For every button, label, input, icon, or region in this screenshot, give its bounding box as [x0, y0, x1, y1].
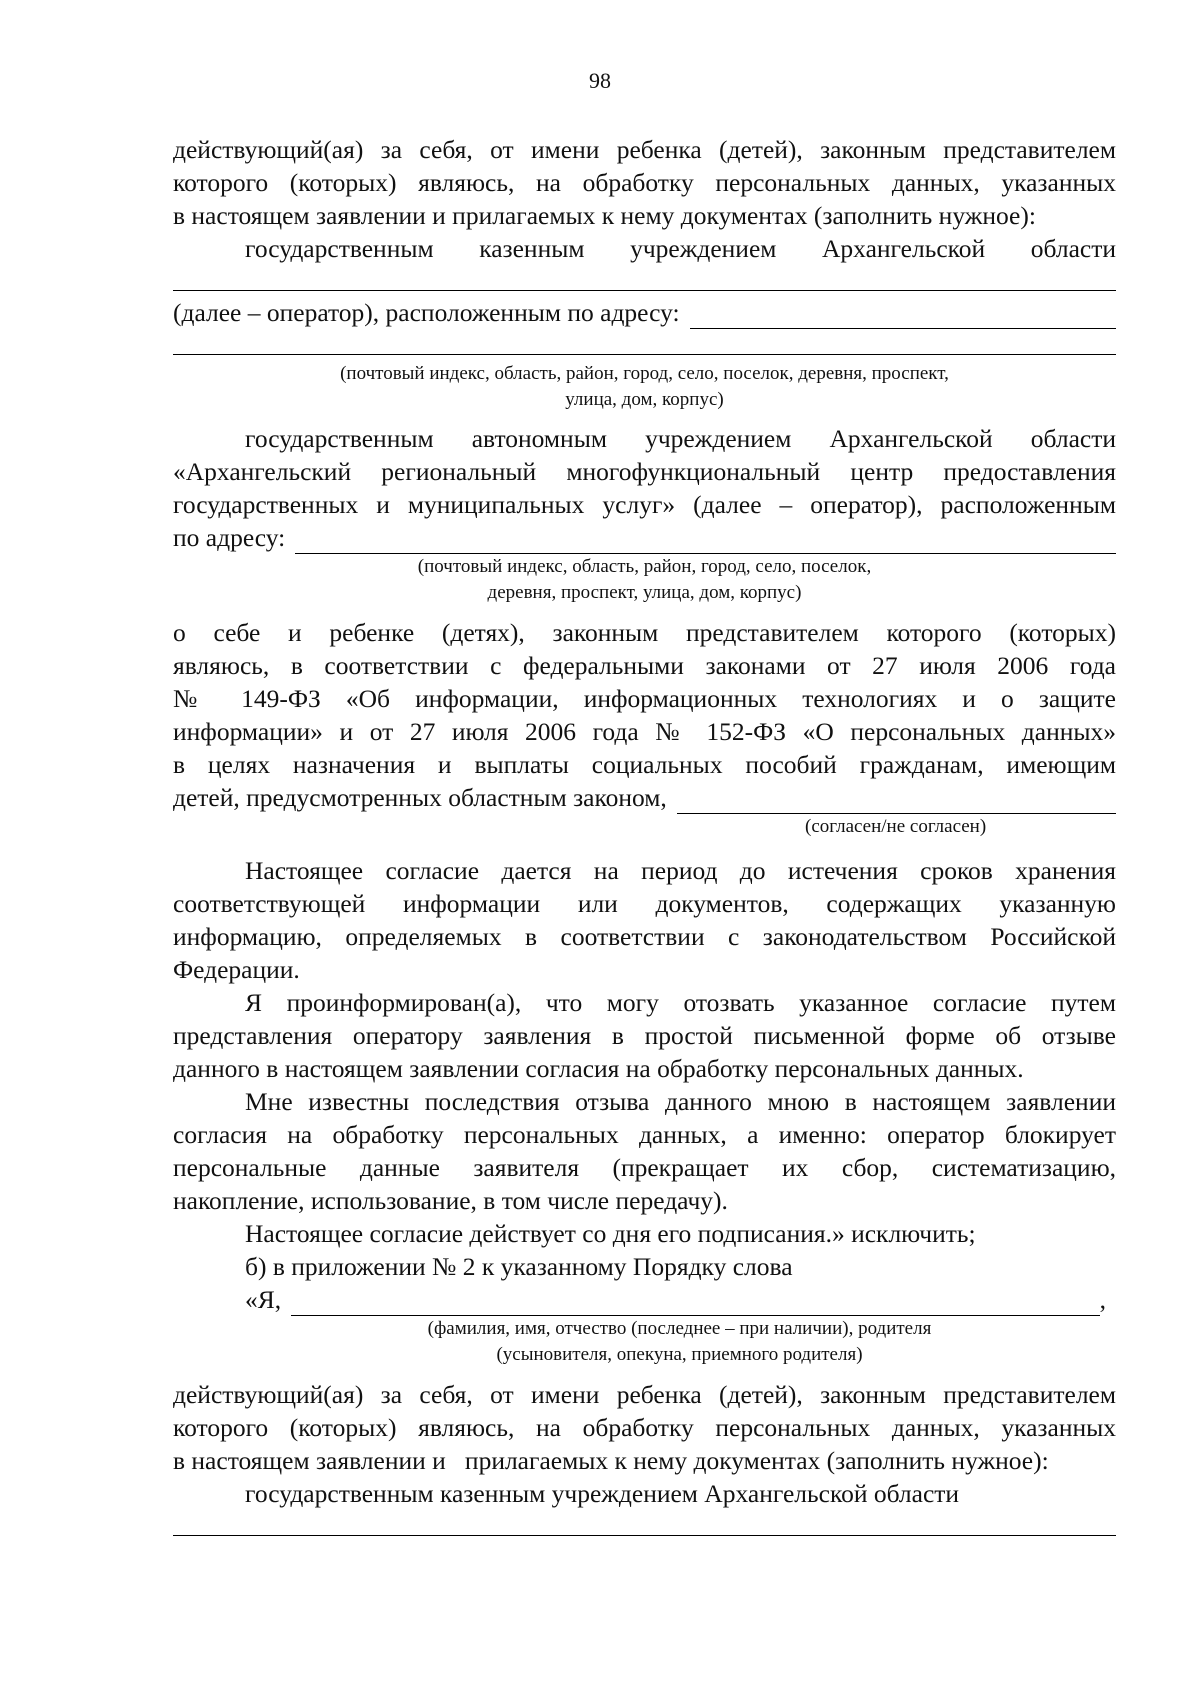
text-line: согласия на обработку персональных данных, а именно: оператор блокирует	[173, 1120, 1116, 1149]
field-hint: (согласен/не согласен)	[805, 816, 987, 837]
text-line: государственным автономным учреждением Архангельской области	[245, 424, 1116, 453]
mfc-address-row	[173, 521, 1116, 554]
field-hint: (усыновителя, опекуна, приемного родителя)	[496, 1344, 863, 1365]
document-body	[173, 133, 1116, 1536]
text-line: государственным казенным учреждением Архангельской области	[245, 1479, 960, 1508]
field-hint: деревня, проспект, улица, дом, корпус)	[487, 582, 802, 603]
text-line: действующий(ая) за себя, от имени ребенка (детей), законным представителем	[173, 1380, 1116, 1409]
operator-name-field[interactable]	[173, 265, 1116, 291]
field-hint: улица, дом, корпус)	[565, 389, 724, 410]
text-line: которого (которых) являюсь, на обработку персональных данных, указанных	[173, 1413, 1116, 1442]
text-line: «Я,	[245, 1285, 282, 1314]
text-line: «Архангельский региональный многофункциональный центр предоставления	[173, 457, 1116, 486]
text-line: данного в настоящем заявлении согласия на обработку персональных данных.	[173, 1054, 1024, 1083]
text-line: в настоящем заявлении и прилагаемых к нему документах (заполнить нужное):	[173, 201, 1036, 230]
text-line: которого (которых) являюсь, на обработку персональных данных, указанных	[173, 168, 1116, 197]
text-line: Федерации.	[173, 955, 300, 984]
text-line: Мне известны последствия отзыва данного мною в настоящем заявлении	[245, 1087, 1116, 1116]
mfc-address-field[interactable]	[295, 527, 1116, 554]
text-line: ,	[1099, 1285, 1106, 1314]
applicant-name-field[interactable]	[291, 1289, 1099, 1316]
text-line: Настоящее согласие действует со дня его подписания.» исключить;	[245, 1219, 976, 1248]
text-line: соответствующей информации или документов, содержащих указанную	[173, 889, 1116, 918]
text-line: информации» и от 27 июля 2006 года № 152-ФЗ «О персональных данных»	[173, 717, 1116, 746]
text-line: в целях назначения и выплаты социальных пособий гражданам, имеющим	[173, 750, 1116, 779]
consent-row	[173, 781, 1116, 814]
applicant-name-row	[173, 1283, 1116, 1316]
field-hint: (почтовый индекс, область, район, город, село, поселок, деревня, проспект,	[340, 363, 949, 384]
text-line: (далее – оператор), расположенным по адресу:	[173, 298, 680, 327]
text-line: государственным казенным учреждением Архангельской области	[245, 234, 1116, 263]
text-line: государственных и муниципальных услуг» (далее – оператор), расположенным	[173, 490, 1116, 519]
operator-name-field-2[interactable]	[173, 1510, 1116, 1536]
operator-address-field[interactable]	[690, 302, 1116, 329]
text-line: накопление, использование, в том числе передачу).	[173, 1186, 728, 1215]
operator-address-row	[173, 296, 1116, 329]
text-line: Настоящее согласие дается на период до истечения сроков хранения	[245, 856, 1116, 885]
page-number: 98	[589, 68, 611, 93]
text-line: являюсь, в соответствии с федеральными законами от 27 июля 2006 года	[173, 651, 1116, 680]
field-hint: (фамилия, имя, отчество (последнее – при наличии), родителя	[427, 1318, 932, 1339]
text-line: действующий(ая) за себя, от имени ребенка (детей), законным представителем	[173, 135, 1116, 164]
text-line: по адресу:	[173, 523, 286, 552]
text-line: № 149-ФЗ «Об информации, информационных технологиях и о защите	[173, 684, 1116, 713]
field-hint: (почтовый индекс, область, район, город, село, поселок,	[417, 556, 872, 577]
text-line: в настоящем заявлении и прилагаемых к нему документах (заполнить нужное):	[173, 1446, 1049, 1475]
text-line: представления оператору заявления в простой письменной форме об отзыве	[173, 1021, 1116, 1050]
operator-address-field-2[interactable]	[173, 329, 1116, 355]
text-line: Я проинформирован(а), что могу отозвать указанное согласие путем	[245, 988, 1116, 1017]
text-line: информацию, определяемых в соответствии с законодательством Российской	[173, 922, 1116, 951]
text-line: детей, предусмотренных областным законом,	[173, 783, 667, 812]
text-line: б) в приложении № 2 к указанному Порядку слова	[245, 1252, 793, 1281]
consent-field[interactable]	[677, 787, 1116, 814]
text-line: о себе и ребенке (детях), законным представителем которого (которых)	[173, 618, 1116, 647]
text-line: персональные данные заявителя (прекращает их сбор, систематизацию,	[173, 1153, 1116, 1182]
